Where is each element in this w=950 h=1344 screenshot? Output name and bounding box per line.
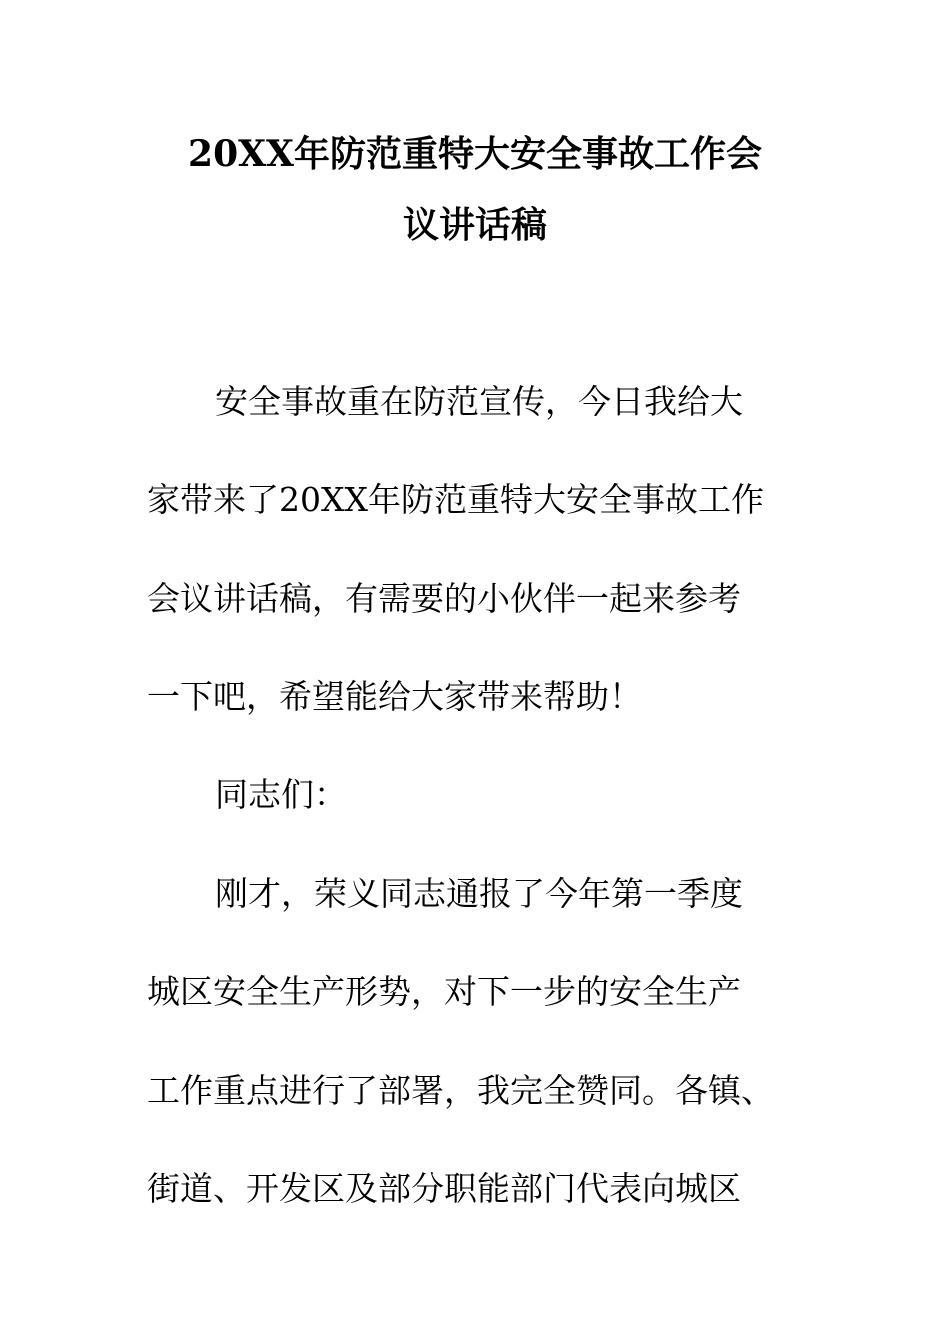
salutation-line: 同志们： (215, 775, 347, 814)
paragraph-line: 一下吧，希望能给大家带来帮助！ (147, 677, 642, 716)
paragraph-line: 会议讲话稿，有需要的小伙伴一起来参考 (147, 579, 741, 618)
paragraph-line: 家带来了20XX年防范重特大安全事故工作 (147, 480, 764, 519)
document-title-line-2: 议讲话稿 (402, 204, 547, 246)
paragraph-line: 街道、开发区及部分职能部门代表向城区 (147, 1169, 741, 1208)
paragraph-line: 工作重点进行了部署，我完全赞同。各镇、 (147, 1071, 774, 1110)
paragraph-line: 刚才，荣义同志通报了今年第一季度 (215, 874, 743, 913)
paragraph-line: 城区安全生产形势，对下一步的安全生产 (147, 972, 741, 1011)
paragraph-line: 安全事故重在防范宣传，今日我给大 (215, 382, 743, 421)
document-title-line-1: 20XX年防范重特大安全事故工作会 (188, 133, 762, 175)
